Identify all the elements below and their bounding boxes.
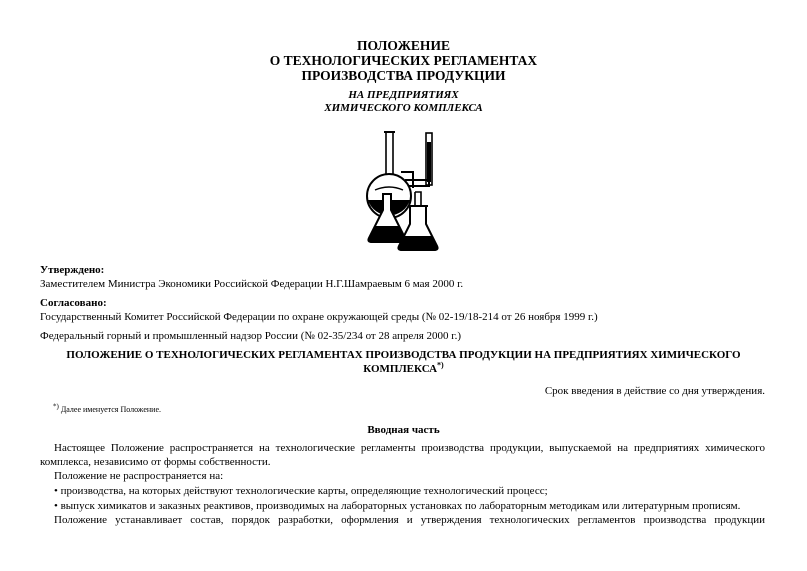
section-title: Вводная часть <box>367 424 440 436</box>
approved-label: Утверждено: <box>40 264 105 276</box>
bullet-2: • выпуск химикатов и заказных реактивов, производимых на лабораторных установках по лабораторным методикам или литературным прописям. <box>54 500 741 512</box>
agreed-text-1: Государственный Комитет Российской Федерации по охране окружающей среды (№ 02-19/18-214 от 26 ноября 1999 г.) <box>40 311 598 323</box>
main-title-line-2 <box>0 360 807 376</box>
footnote <box>53 402 162 414</box>
title-line-3: ПРОИЗВОДСТВА ПРОДУКЦИИ <box>301 68 506 83</box>
chemistry-flasks-icon <box>355 128 455 256</box>
footnote-text: Далее именуется Положение. <box>60 405 162 414</box>
subtitle-line-2: ХИМИЧЕСКОГО КОМПЛЕКСА <box>324 102 483 114</box>
subtitle-line-1: НА ПРЕДПРИЯТИЯХ <box>348 89 459 101</box>
paragraph-2: Положение не распространяется на: <box>54 470 224 482</box>
bullet-1: • производства, на которых действуют технологические карты, определяющие технологический процесс; <box>54 485 548 497</box>
main-title-word: КОМПЛЕКСА <box>363 363 438 375</box>
effective-date: Срок введения в действие со дня утверждения. <box>544 385 765 397</box>
footnote-mark: *) <box>53 402 59 411</box>
title-line-2: О ТЕХНОЛОГИЧЕСКИХ РЕГЛАМЕНТАХ <box>269 53 538 68</box>
paragraph-1-line-1: Настоящее Положение распространяется на технологические регламенты производства продукции, выпускаемой на предприятиях химического <box>54 442 765 454</box>
agreed-text-2: Федеральный горный и промышленный надзор России (№ 02-35/234 от 28 апреля 2000 г.) <box>40 330 461 342</box>
footnote-ref: *) <box>437 360 444 370</box>
approved-text: Заместителем Министра Экономики Российской Федерации Н.Г.Шамраевым 6 мая 2000 г. <box>40 278 464 290</box>
title-line-1: ПОЛОЖЕНИЕ <box>357 38 450 53</box>
paragraph-3: Положение устанавливает состав, порядок разработки, оформления и утверждения технологических регламентов производства продукции <box>54 514 765 526</box>
main-title-line-1: ПОЛОЖЕНИЕ О ТЕХНОЛОГИЧЕСКИХ РЕГЛАМЕНТАХ ПРОИЗВОДСТВА ПРОДУКЦИИ НА ПРЕДПРИЯТИЯХ ХИМИЧЕСКОГО <box>66 349 741 361</box>
paragraph-1-line-2: комплекса, независимо от формы собственности. <box>40 456 271 468</box>
agreed-label: Согласовано: <box>40 297 107 309</box>
